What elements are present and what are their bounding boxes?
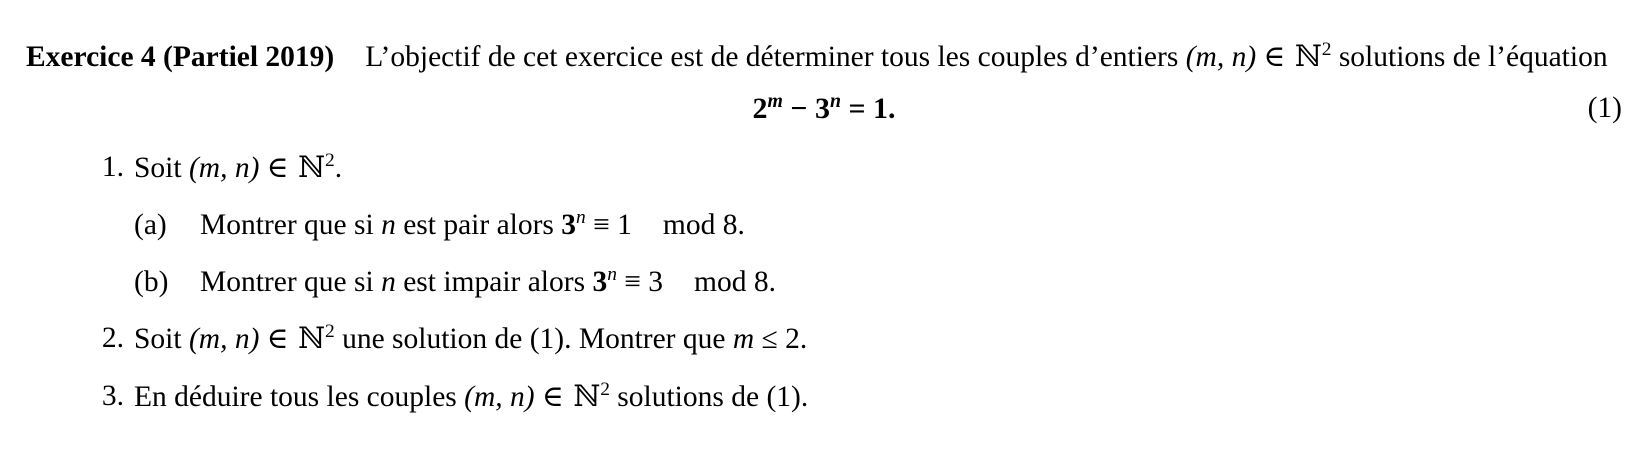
intro-text-part1: L’objectif de cet exercice est de déterminer tous les couples d’entiers bbox=[365, 40, 1179, 73]
equation-exponent-n: n bbox=[829, 90, 841, 112]
equation-number: (1) bbox=[1587, 92, 1622, 124]
intro-text-part2: solutions de l’équation bbox=[1338, 40, 1608, 73]
item-1-text-before: Soit bbox=[134, 152, 182, 184]
equation-tail: = 1. bbox=[840, 92, 896, 125]
item-2-text-after: une solution de (1). Montrer que bbox=[342, 323, 726, 356]
subitem-a-exponent: n bbox=[576, 206, 586, 228]
list-item bbox=[26, 148, 1622, 302]
list-item bbox=[26, 319, 1622, 360]
intro-set-exponent: 2 bbox=[1321, 38, 1332, 60]
item-3-text-before: En déduire tous les couples bbox=[134, 381, 457, 414]
subitem-a-modulus: mod 8. bbox=[662, 208, 745, 241]
item-2-variable-m: m bbox=[732, 323, 755, 356]
equation-base-2: 3 bbox=[814, 92, 830, 125]
item-1-set-exponent: 2 bbox=[324, 150, 335, 172]
item-2-pair-mn: (m, n) bbox=[188, 323, 260, 356]
display-equation-line bbox=[26, 91, 1622, 133]
item-3-text-after: solutions de (1). bbox=[617, 381, 809, 414]
subitem-b-variable-n: n bbox=[381, 265, 396, 298]
item-1-text-after: . bbox=[334, 152, 343, 184]
exercise-subquestion-list bbox=[134, 206, 1622, 303]
item-2-set-symbol: ∈ ℕ bbox=[266, 321, 325, 356]
item-1-set-symbol: ∈ ℕ bbox=[266, 150, 325, 184]
item-2-text-before: Soit bbox=[134, 323, 182, 356]
subitem-marker-b: (b) bbox=[134, 265, 169, 298]
list-item bbox=[134, 263, 1622, 303]
subitem-b-congruence: ≡ 3 bbox=[624, 265, 664, 298]
subitem-a-congruence: ≡ 1 bbox=[593, 208, 632, 241]
subitem-a-text-mid: est pair alors bbox=[403, 208, 554, 241]
equation-base-1: 2 bbox=[752, 92, 768, 125]
intro-pair-mn: (m, n) bbox=[1185, 40, 1257, 73]
subitem-a-base: 3 bbox=[561, 208, 577, 241]
subitem-marker-a: (a) bbox=[134, 208, 167, 241]
list-item bbox=[26, 377, 1622, 418]
item-marker-2: 2. bbox=[101, 322, 124, 355]
item-marker-3: 3. bbox=[101, 380, 124, 413]
subitem-a-text-before: Montrer que si bbox=[200, 208, 374, 241]
item-2-set-exponent: 2 bbox=[324, 321, 335, 343]
subitem-b-exponent: n bbox=[607, 263, 617, 285]
equation-minus-sign: − bbox=[782, 92, 815, 125]
exercise-title: Exercice 4 (Partiel 2019) bbox=[26, 40, 335, 73]
item-3-pair-mn: (m, n) bbox=[464, 381, 535, 414]
item-2-relation: ≤ 2. bbox=[761, 323, 808, 356]
item-marker-1: 1. bbox=[101, 151, 124, 183]
display-equation bbox=[26, 91, 1622, 127]
subitem-a-variable-n: n bbox=[381, 208, 396, 241]
subitem-b-text-mid: est impair alors bbox=[403, 265, 586, 298]
item-3-set-exponent: 2 bbox=[600, 379, 610, 401]
intro-set-symbol: ∈ ℕ bbox=[1263, 38, 1322, 73]
exercise-question-list bbox=[26, 148, 1622, 435]
subitem-b-text-before: Montrer que si bbox=[200, 265, 374, 298]
item-1-pair-mn: (m, n) bbox=[188, 152, 260, 184]
item-3-set-symbol: ∈ ℕ bbox=[542, 379, 601, 414]
equation-exponent-m: m bbox=[767, 90, 783, 112]
subitem-b-modulus: mod 8. bbox=[694, 265, 776, 298]
exercise-intro-paragraph bbox=[26, 36, 1622, 78]
subitem-b-base: 3 bbox=[592, 265, 608, 298]
list-item bbox=[134, 206, 1622, 246]
